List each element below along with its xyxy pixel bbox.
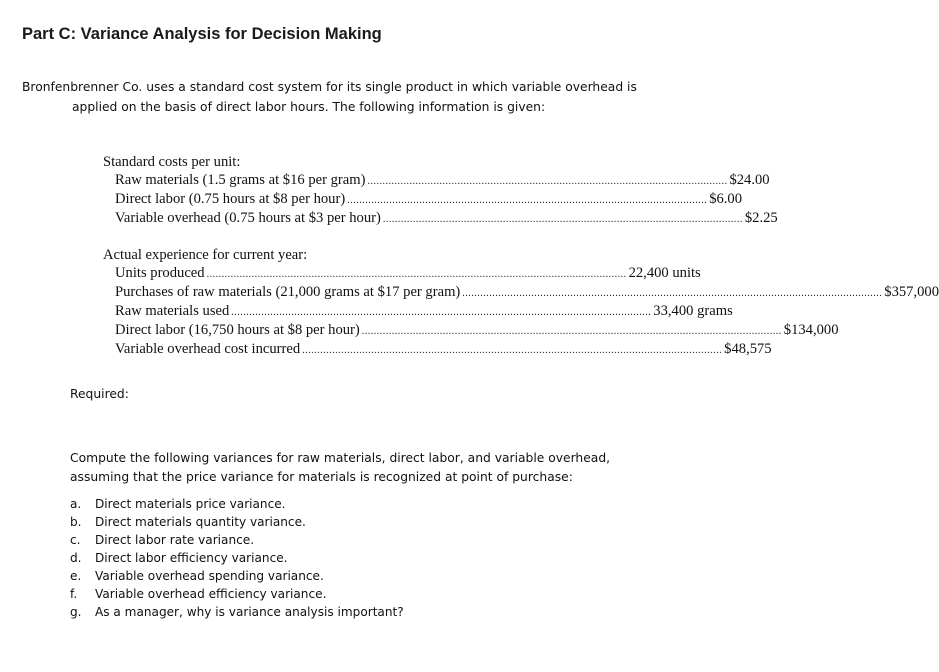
item-text: Direct labor efficiency variance. (95, 551, 288, 565)
standard-row (115, 210, 778, 229)
row-label: Variable overhead cost incurred (115, 341, 301, 357)
row-label: Purchases of raw materials (21,000 grams at $17 per gram) (115, 284, 461, 300)
list-item (70, 533, 404, 551)
leader-dots: ............................................................................................................................................ (302, 345, 723, 356)
leader-dots: ........................................................................................................................ (347, 195, 708, 206)
actual-row (115, 322, 839, 341)
list-item (70, 551, 404, 569)
actual-experience-heading: Actual experience for current year: (103, 247, 308, 263)
item-letter: a. (70, 497, 82, 511)
row-value: 22,400 units (628, 265, 701, 281)
page-title: Part C: Variance Analysis for Decision Making (22, 25, 382, 43)
item-text: As a manager, why is variance analysis important? (95, 605, 404, 619)
row-value: $2.25 (744, 210, 778, 226)
row-value: $134,000 (783, 322, 839, 338)
list-item (70, 515, 404, 533)
leader-dots: ............................................................................................................................................ (231, 307, 652, 318)
leader-dots: ........................................................................................................................ (382, 214, 743, 225)
standard-costs-heading: Standard costs per unit: (103, 154, 241, 170)
required-label: Required: (70, 387, 129, 401)
leader-dots: ............................................................................................................................................ (206, 269, 627, 280)
leader-dots: ............................................................................................................................................ (361, 326, 782, 337)
row-label: Direct labor (16,750 hours at $8 per hour) (115, 322, 360, 338)
item-letter: c. (70, 533, 81, 547)
intro-line-1: Bronfenbrenner Co. uses a standard cost system for its single product in which variable overhead is (22, 80, 637, 94)
row-label: Variable overhead (0.75 hours at $3 per hour) (115, 210, 381, 226)
compute-instructions: Compute the following variances for raw materials, direct labor, and variable overhead, assuming that the price variance for materials is recognized at point of purchase: (70, 451, 611, 484)
leader-dots: ........................................................................................................................ (367, 176, 728, 187)
row-value: $357,000 (884, 284, 939, 300)
row-value: 33,400 grams (653, 303, 733, 319)
intro-line-2: applied on the basis of direct labor hours. The following information is given: (72, 100, 546, 114)
item-text: Direct materials price variance. (95, 497, 286, 511)
item-text: Variable overhead spending variance. (95, 569, 324, 583)
item-letter: e. (70, 569, 82, 583)
row-label: Direct labor (0.75 hours at $8 per hour) (115, 191, 346, 207)
list-item (70, 497, 404, 515)
list-item (70, 587, 404, 605)
item-letter: d. (70, 551, 82, 565)
row-label: Raw materials used (115, 303, 230, 319)
item-text: Direct materials quantity variance. (95, 515, 306, 529)
item-text: Direct labor rate variance. (95, 533, 255, 547)
item-text: Variable overhead efficiency variance. (95, 587, 327, 601)
item-letter: f. (70, 587, 78, 601)
actual-row (115, 284, 939, 303)
leader-dots: ............................................................................................................................................ (462, 288, 883, 299)
actual-row (115, 341, 772, 360)
intro-paragraph (22, 77, 642, 117)
actual-row (115, 265, 701, 284)
row-value: $48,575 (724, 341, 772, 357)
question-list (70, 497, 404, 623)
standard-row (115, 172, 770, 191)
list-item (70, 569, 404, 587)
actual-row (115, 303, 733, 322)
row-value: $24.00 (729, 172, 770, 188)
row-value: $6.00 (709, 191, 743, 207)
row-label: Raw materials (1.5 grams at $16 per gram) (115, 172, 366, 188)
row-label: Units produced (115, 265, 205, 281)
item-letter: b. (70, 515, 82, 529)
standard-row (115, 191, 743, 210)
item-letter: g. (70, 605, 82, 619)
list-item (70, 605, 404, 623)
